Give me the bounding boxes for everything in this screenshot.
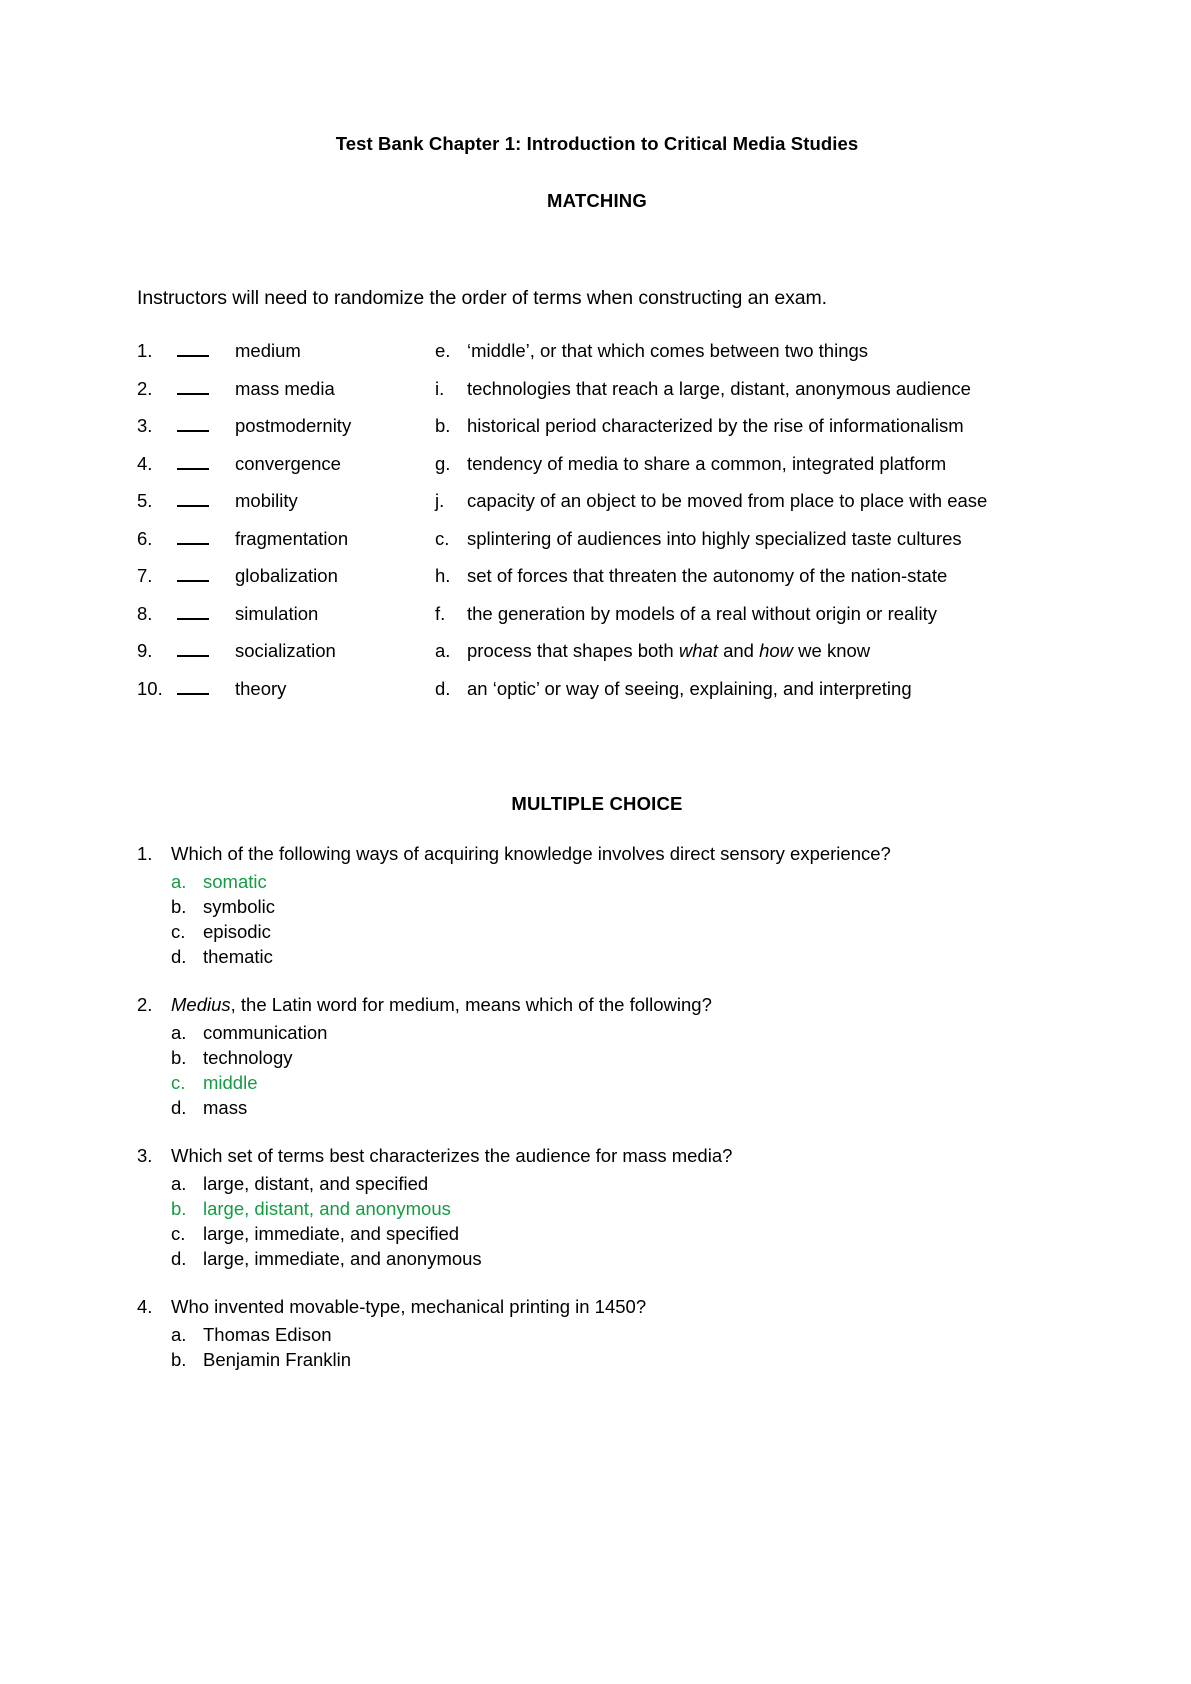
matching-answer-blank[interactable] [177, 640, 235, 662]
matching-letter: g. [435, 452, 451, 474]
matching-row [137, 378, 1057, 416]
matching-letter: b. [435, 415, 451, 436]
matching-definition: technologies that reach a large, distant, anonymous audience [467, 377, 971, 399]
blank-underline [177, 568, 209, 582]
blank-underline [177, 418, 209, 432]
answer-option-text: Thomas Edison [203, 1324, 332, 1345]
matching-row [137, 453, 1057, 491]
matching-answer-blank[interactable] [177, 340, 235, 362]
matching-definition: process that shapes both what and how we know [467, 640, 871, 661]
matching-number: 6. [137, 527, 153, 549]
matching-definition: capacity of an object to be moved from place to place with ease [467, 490, 988, 511]
matching-number: 5. [137, 490, 153, 511]
matching-definition: ‘middle’, or that which comes between two things [467, 340, 869, 361]
answer-option[interactable] [137, 1171, 1057, 1196]
matching-letter: e. [435, 340, 451, 361]
matching-term: globalization [235, 565, 338, 586]
matching-term: mass media [235, 377, 335, 399]
matching-number: 10. [137, 677, 163, 699]
matching-answer-blank[interactable] [177, 565, 235, 587]
answer-option-letter: d. [171, 946, 187, 967]
question-number: 1. [137, 843, 153, 864]
blank-underline [177, 493, 209, 507]
matching-answer-blank[interactable] [177, 678, 235, 700]
matching-letter: j. [435, 490, 445, 511]
matching-row [137, 640, 1057, 678]
question-text: Which set of terms best characterizes the audience for mass media? [171, 1145, 733, 1166]
answer-option-text: symbolic [203, 896, 275, 917]
matching-definition: the generation by models of a real without origin or reality [467, 602, 937, 624]
blank-underline [177, 343, 209, 357]
matching-row [137, 415, 1057, 453]
answer-option-text: large, immediate, and specified [203, 1223, 460, 1244]
matching-letter: d. [435, 677, 451, 699]
matching-answer-blank[interactable] [177, 415, 235, 437]
question-line [137, 1145, 1057, 1167]
matching-row [137, 490, 1057, 528]
answer-option-letter: a. [171, 1324, 187, 1345]
blank-underline [177, 531, 209, 545]
matching-letter: f. [435, 602, 446, 624]
answer-option[interactable] [137, 869, 1057, 894]
answer-option-text: large, distant, and anonymous [203, 1198, 451, 1219]
question-line [137, 843, 1057, 865]
answer-option-letter: d. [171, 1097, 187, 1118]
matching-definition: splintering of audiences into highly specialized taste cultures [467, 527, 962, 549]
answer-option[interactable] [137, 1020, 1057, 1045]
answer-option-text: mass [203, 1097, 248, 1118]
blank-underline [177, 381, 209, 395]
matching-answer-blank[interactable] [177, 490, 235, 512]
matching-definition: tendency of media to share a common, integrated platform [467, 452, 947, 474]
answer-option-letter: b. [171, 896, 187, 917]
document-content [137, 0, 1057, 1397]
matching-term: postmodernity [235, 415, 352, 436]
answer-option-text: episodic [203, 921, 271, 942]
question-text: Medius, the Latin word for medium, means which of the following? [171, 994, 712, 1015]
answer-option-letter: b. [171, 1349, 187, 1370]
matching-row [137, 565, 1057, 603]
matching-term: medium [235, 340, 301, 361]
matching-definition: set of forces that threaten the autonomy of the nation-state [467, 565, 948, 586]
matching-row [137, 340, 1057, 378]
answer-option-text: Benjamin Franklin [203, 1349, 352, 1370]
answer-option[interactable] [137, 1095, 1057, 1120]
multiple-choice-list [137, 843, 1057, 1372]
matching-row [137, 678, 1057, 716]
answer-option-letter: c. [171, 921, 186, 942]
matching-letter: h. [435, 565, 451, 586]
answer-option-letter: b. [171, 1198, 187, 1219]
question-number: 3. [137, 1145, 153, 1166]
matching-definition: an ‘optic’ or way of seeing, explaining, and interpreting [467, 677, 912, 699]
question-number: 4. [137, 1296, 153, 1317]
answer-option[interactable] [137, 944, 1057, 969]
answer-option[interactable] [137, 1196, 1057, 1221]
blank-underline [177, 681, 209, 695]
answer-option-text: technology [203, 1047, 293, 1068]
matching-answer-blank[interactable] [177, 453, 235, 475]
answer-option-text: communication [203, 1022, 328, 1043]
matching-term: socialization [235, 640, 336, 661]
matching-answer-blank[interactable] [177, 603, 235, 625]
blank-underline [177, 606, 209, 620]
answer-option[interactable] [137, 1221, 1057, 1246]
answer-option[interactable] [137, 1347, 1057, 1372]
matching-row [137, 603, 1057, 641]
multiple-choice-section-heading: MULTIPLE CHOICE [511, 793, 683, 814]
answer-option[interactable] [137, 1070, 1057, 1095]
answer-option-text: middle [203, 1072, 258, 1093]
matching-term: mobility [235, 490, 298, 511]
answer-option-letter: c. [171, 1223, 186, 1244]
matching-answer-blank[interactable] [177, 528, 235, 550]
matching-row [137, 528, 1057, 566]
matching-number: 2. [137, 377, 153, 399]
matching-number: 1. [137, 340, 153, 361]
question-block [137, 1296, 1057, 1372]
question-number: 2. [137, 994, 153, 1015]
answer-option-text: large, distant, and specified [203, 1173, 429, 1194]
matching-section-heading: MATCHING [547, 190, 647, 211]
answer-option[interactable] [137, 894, 1057, 919]
question-text: Which of the following ways of acquiring knowledge involves direct sensory experience? [171, 843, 891, 864]
matching-definition: historical period characterized by the rise of informationalism [467, 415, 964, 436]
matching-letter: i. [435, 377, 445, 399]
answer-option-text: somatic [203, 871, 267, 892]
matching-letter: c. [435, 527, 450, 549]
answer-option[interactable] [137, 1322, 1057, 1347]
answer-option[interactable] [137, 1045, 1057, 1070]
answer-option-letter: a. [171, 1022, 187, 1043]
answer-option-letter: a. [171, 871, 187, 892]
answer-option-text: thematic [203, 946, 273, 967]
answer-option-text: large, immediate, and anonymous [203, 1248, 482, 1269]
matching-number: 8. [137, 602, 153, 624]
matching-number: 9. [137, 640, 153, 661]
answer-option-letter: b. [171, 1047, 187, 1068]
matching-number: 3. [137, 415, 153, 436]
matching-term: fragmentation [235, 527, 349, 549]
question-text: Who invented movable-type, mechanical printing in 1450? [171, 1296, 647, 1317]
answer-option-letter: a. [171, 1173, 187, 1194]
question-line [137, 1296, 1057, 1318]
answer-option-letter: c. [171, 1072, 186, 1093]
blank-underline [177, 643, 209, 657]
answer-option-letter: d. [171, 1248, 187, 1269]
answer-option[interactable] [137, 919, 1057, 944]
question-block [137, 843, 1057, 969]
matching-list [137, 340, 1057, 715]
matching-letter: a. [435, 640, 451, 661]
matching-answer-blank[interactable] [177, 378, 235, 400]
blank-underline [177, 456, 209, 470]
answer-option[interactable] [137, 1246, 1057, 1271]
page-title: Test Bank Chapter 1: Introduction to Critical Media Studies [335, 133, 859, 154]
matching-number: 4. [137, 452, 153, 474]
matching-term: theory [235, 677, 287, 699]
instructions-text: Instructors will need to randomize the order of terms when constructing an exam. [137, 287, 827, 309]
question-block [137, 1145, 1057, 1271]
question-line [137, 994, 1057, 1016]
matching-number: 7. [137, 565, 153, 586]
question-block [137, 994, 1057, 1120]
matching-term: convergence [235, 452, 341, 474]
matching-term: simulation [235, 602, 319, 624]
